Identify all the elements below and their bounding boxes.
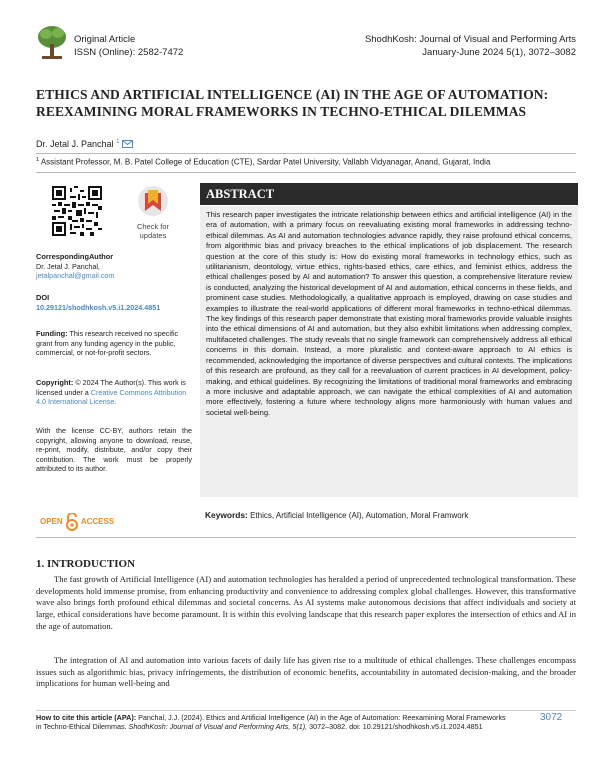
issn: ISSN (Online): 2582-7472 bbox=[74, 47, 184, 58]
email-icon[interactable] bbox=[122, 140, 133, 150]
open-access-badge bbox=[40, 512, 114, 532]
divider bbox=[36, 172, 576, 173]
affiliation bbox=[36, 157, 576, 167]
page-number: 3072 bbox=[540, 712, 563, 723]
corr-label: CorrespondingAuthor bbox=[36, 252, 114, 261]
copyright-text: © 2024 The Author(s). This work is licensed under a bbox=[36, 378, 186, 397]
section-heading-introduction: 1. INTRODUCTION bbox=[36, 558, 136, 570]
open-access-right: ACCESS bbox=[80, 517, 115, 526]
funding-label: Funding: bbox=[36, 329, 68, 338]
author-name[interactable]: Dr. Jetal J. Panchal bbox=[36, 139, 114, 149]
doi-link[interactable]: 10.29121/shodhkosh.v5.i1.2024.4851 bbox=[36, 302, 161, 312]
title-line-1: ETHICS AND ARTIFICIAL INTELLIGENCE (AI) IN THE AGE OF AUTOMATION: bbox=[36, 87, 549, 102]
corresponding-author-block bbox=[36, 252, 192, 281]
license-link[interactable]: Creative Commons Attribution 4.0 International License. bbox=[36, 387, 187, 407]
author-line bbox=[36, 139, 133, 150]
bookmark-icon bbox=[128, 184, 178, 218]
keywords-line bbox=[205, 510, 577, 520]
open-access-left: OPEN bbox=[40, 517, 63, 526]
copyright-block bbox=[36, 378, 192, 407]
check-for-updates-badge[interactable] bbox=[128, 184, 178, 238]
doi-block bbox=[36, 293, 192, 312]
journal-issue: January-June 2024 5(1), 3072–3082 bbox=[422, 47, 576, 58]
qr-code bbox=[52, 186, 102, 236]
check-updates-line1: Check for bbox=[136, 222, 170, 231]
author-sup: 1 bbox=[116, 139, 120, 145]
check-updates-line2: updates bbox=[139, 230, 167, 240]
cite-label: How to cite this article (APA): bbox=[36, 713, 137, 722]
citation-footer bbox=[36, 713, 506, 732]
affiliation-text: Assistant Professor, M. B. Patel College of Education (CTE), Sardar Patel University, Vallabh Vidyanagar, Anand, Gujarat, India bbox=[40, 157, 491, 167]
keywords-text: Ethics, Artificial Intelligence (AI), Automation, Moral Framwork bbox=[250, 511, 469, 520]
corr-name: Dr. Jetal J. Panchal, bbox=[36, 261, 100, 271]
journal-logo bbox=[36, 24, 68, 62]
funding-text: This research received no specific grant from any funding agency in the public, commercial, or not-for-profit sectors. bbox=[36, 329, 179, 358]
open-lock-icon bbox=[65, 513, 79, 531]
doi-label: DOI bbox=[36, 293, 50, 302]
title-line-2: REEXAMINING MORAL FRAMEWORKS IN TECHNO-ETHICAL DILEMMAS bbox=[36, 104, 527, 119]
intro-paragraph-1: The fast growth of Artificial Intelligence (AI) and automation technologies has heralded a period of unprecedented technological transformation. These developments hold immense promise, from enhancing productivity and convenience to addressing complex global challenges. However, this transformative wave also brings forth profound ethical dilemmas and societal concerns. As AI systems make autonomous decisions that affect individuals and society at large, ethical considerations have become paramount. It is within this evolving landscape that this research paper explores the intersection of ethics and AI in the age of automation. bbox=[36, 574, 576, 631]
article-type: Original Article bbox=[74, 34, 136, 45]
license-note: With the license CC-BY, authors retain the copyright, allowing anyone to download, reuse, re-print, modify, distribute, and/or copy their contribution. The work must be properly attributed to its author. bbox=[36, 426, 192, 474]
cite-journal: ShodhKosh: Journal of Visual and Performing Arts, 5(1), bbox=[128, 722, 308, 732]
divider bbox=[36, 153, 576, 154]
cite-text: Panchal, J.J. (2024). Ethics and Artificial Intelligence (AI) in the Age of Automation: Reexamining Moral Frameworks in Techno-Ethical Dilemmas. bbox=[36, 713, 506, 732]
divider bbox=[36, 710, 576, 711]
divider bbox=[36, 537, 576, 538]
abstract-heading: ABSTRACT bbox=[200, 183, 578, 205]
article-title bbox=[36, 86, 576, 120]
affiliation-sup: 1 bbox=[36, 157, 40, 163]
intro-paragraph-2: The integration of AI and automation into various facets of daily life has given rise to a multitude of ethical challenges. These challenges encompass issues such as algorithmic bias, privacy infringements, the distribution of economic benefits, accountability in automated decision-making, and the broader implications for human well-being and bbox=[36, 655, 576, 689]
funding-block bbox=[36, 329, 192, 358]
journal-name: ShodhKosh: Journal of Visual and Performing Arts bbox=[364, 34, 576, 45]
keywords-label: Keywords: bbox=[205, 510, 248, 520]
abstract-body: This research paper investigates the intricate relationship between ethics and artificial intelligence (AI) in the era of automation, with a primary focus on reevaluating existing moral frameworks in addressing techno-ethical dilemmas. As AI and automation technologies advance rapidly, they raise profound ethical concerns, from algorithmic bias and privacy breaches to the ethical implications of job displacement. The research question at the core of this study is: How do existing moral frameworks in technology ethics, such as utilitarianism, deontology, virtue ethics, rights-based ethics, care ethics, and feminist ethics, address the ethical challenges posed by AI and automation? To answer this question, a comprehensive literature review is conducted, analyzing the historical development of AI and automation, ethical concerns in these fields, and prominent case studies. Methodologically, a qualitative approach is employed, drawing on case studies and examples to illustrate the real-world applications of different moral frameworks in techno-ethical dilemmas. The key findings of this research paper demonstrate that existing moral frameworks provide valuable insights into the ethical dimensions of AI and automation, but they also exhibit limitations when addressing complex, multifaceted challenges. The study reveals that no single framework can comprehensively address all ethical concerns in this domain. Instead, a more pluralistic and context-aware approach to AI ethics is recommended, acknowledging the importance of diverse perspectives and cultural contexts. The implications of this research are profound, as they call for a reevaluation of current practices in AI development, policy-making, and ethical guidelines. By recognizing the limitations of traditional moral frameworks and embracing a more inclusive and adaptable approach, we can navigate the ethical complexities of AI and automation more effectively, fostering a future where technology aligns more harmoniously with human values and societal well-being. bbox=[200, 206, 578, 497]
copyright-label: Copyright: bbox=[36, 378, 74, 387]
cite-pages: 3072–3082. doi: 10.29121/shodhkosh.v5.i1.2024.4851 bbox=[309, 722, 483, 732]
corr-email-link[interactable]: jetalpanchal@gmail.com bbox=[36, 271, 115, 281]
